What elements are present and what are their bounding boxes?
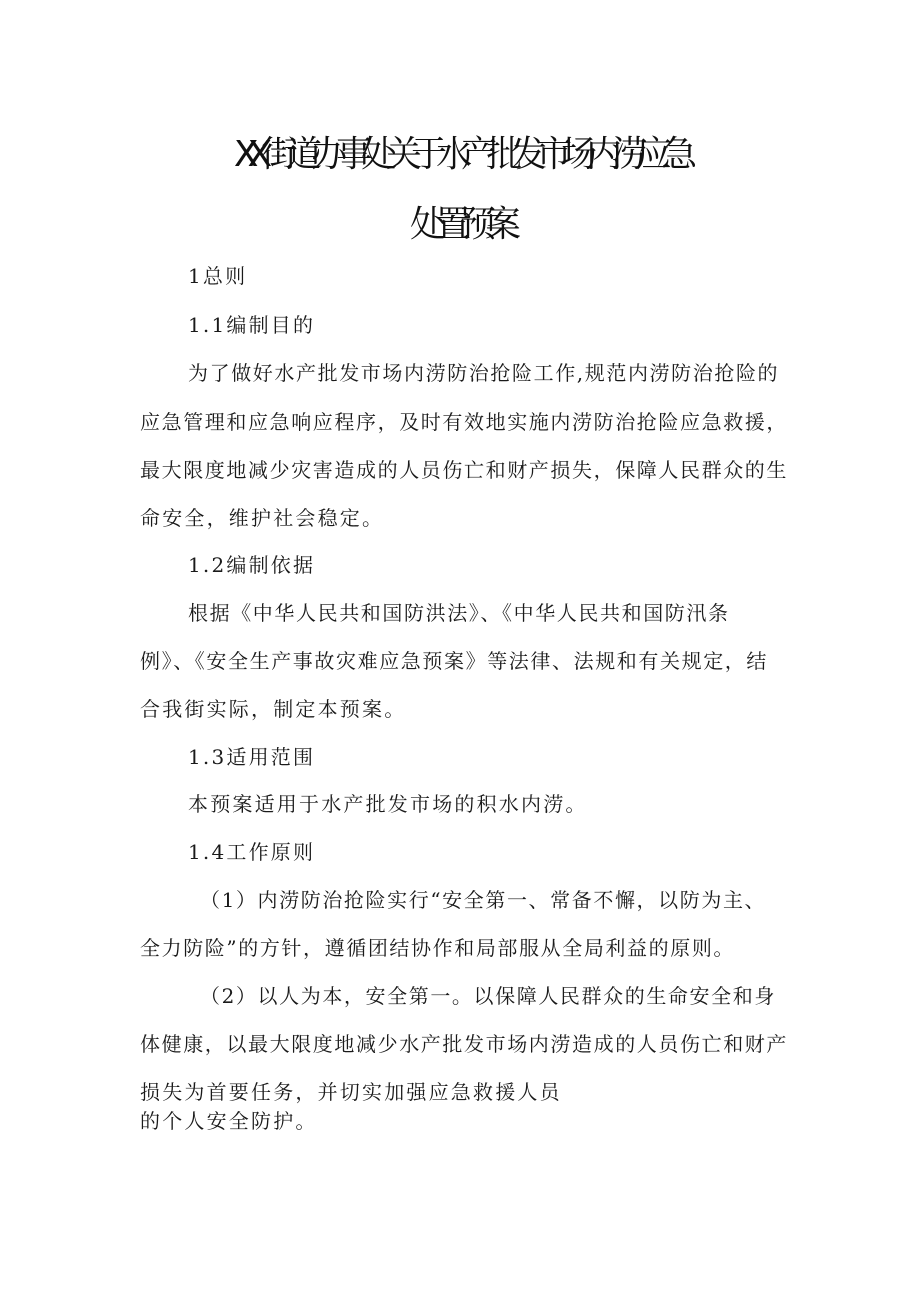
paragraph-line: 命安全，维护社会稳定。 bbox=[140, 506, 385, 530]
document-title-line-1: XX街道办事处关于水产批发市场内涝应急 bbox=[233, 134, 687, 175]
paragraph-line: 合我街实际，制定本预案。 bbox=[140, 697, 407, 721]
section-heading-principles: 1.4工作原则 bbox=[188, 840, 316, 864]
section-heading-purpose: 1.1编制目的 bbox=[188, 313, 316, 337]
paragraph-line: 根据《中华人民共和国防洪法》、《中华人民共和国防汛条 bbox=[188, 601, 730, 625]
paragraph-line: 损失为首要任务，并切实加强应急救援人员 bbox=[140, 1080, 562, 1104]
paragraph-line: 全力防险”的方针，遵循团结协作和局部服从全局利益的原则。 bbox=[140, 936, 736, 960]
paragraph-line: （2）以人为本，安全第一。以保障人民群众的生命安全和身 bbox=[200, 984, 776, 1008]
section-heading-general: 1总则 bbox=[188, 264, 248, 288]
document-title-line-2: 处置预案 bbox=[409, 204, 510, 245]
paragraph-line: 应急管理和应急响应程序，及时有效地实施内涝防治抢险应急救援， bbox=[140, 410, 788, 434]
paragraph-line: 为了做好水产批发市场内涝防治抢险工作,规范内涝防治抢险的 bbox=[188, 361, 780, 385]
paragraph-line: 最大限度地减少灾害造成的人员伤亡和财产损失，保障人民群众的生 bbox=[140, 458, 788, 482]
section-heading-scope: 1.3适用范围 bbox=[188, 745, 316, 769]
paragraph-line: 体健康，以最大限度地减少水产批发市场内涝造成的人员伤亡和财产 bbox=[140, 1032, 788, 1056]
paragraph-line: 本预案适用于水产批发市场的积水内涝。 bbox=[188, 792, 588, 816]
paragraph-line: 例》、《安全生产事故灾难应急预案》等法律、法规和有关规定，结 bbox=[140, 649, 768, 673]
paragraph-line: （1）内涝防治抢险实行“安全第一、常备不懈，以防为主、 bbox=[200, 888, 767, 912]
section-heading-basis: 1.2编制依据 bbox=[188, 553, 316, 577]
paragraph-line: 的个人安全防护。 bbox=[140, 1109, 318, 1133]
